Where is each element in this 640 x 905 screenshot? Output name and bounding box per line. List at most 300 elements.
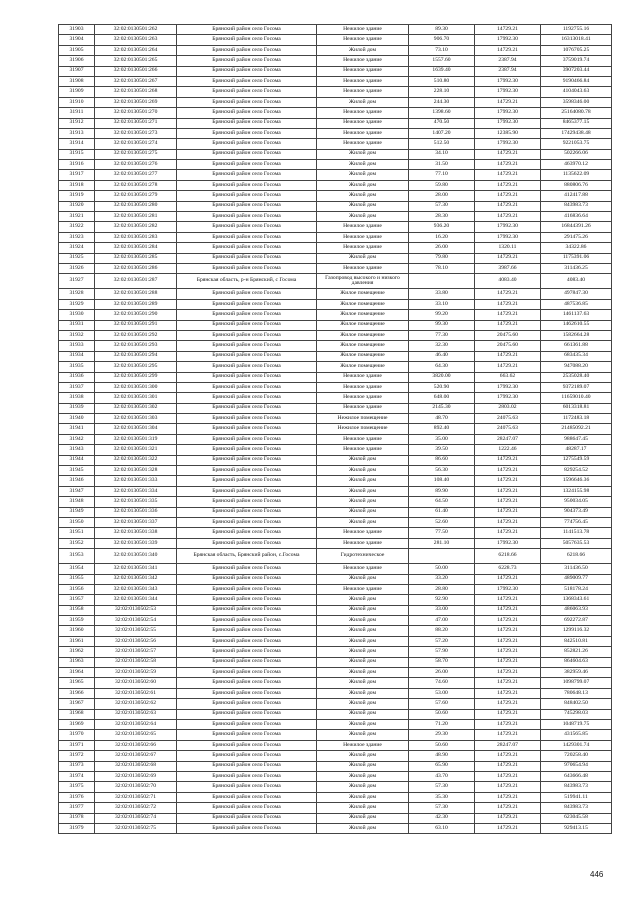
- unit-value-cell: 14729.21: [475, 476, 541, 486]
- table-row: [59, 782, 612, 792]
- area-cell: [409, 274, 475, 289]
- row-number-cell: 31953: [59, 549, 95, 564]
- object-type-cell: Жилой дом: [317, 751, 409, 761]
- unit-value-cell: 14729.21: [475, 455, 541, 465]
- area-cell: 244.30: [409, 97, 475, 107]
- cadastral-number-cell: 32:02:0130502:54: [95, 616, 177, 626]
- cadastral-value-cell: 1582664.28: [541, 330, 612, 340]
- row-number-cell: 31922: [59, 222, 95, 232]
- cadastral-value-cell: 864604.63: [541, 657, 612, 667]
- area-cell: 57.30: [409, 803, 475, 813]
- unit-value-cell: 14729.21: [475, 605, 541, 615]
- object-type-cell: Жилой дом: [317, 466, 409, 476]
- area-cell: 906.70: [409, 35, 475, 45]
- table-row: [59, 149, 612, 159]
- table-row: [59, 751, 612, 761]
- object-type-cell: Нежилое здание: [317, 393, 409, 403]
- cadastral-value-cell: 950034.05: [541, 497, 612, 507]
- cadastral-value-cell: 6013318.81: [541, 403, 612, 413]
- table-row: [59, 528, 612, 538]
- address-cell: Брянский район село Госома: [177, 605, 317, 615]
- table-row: [59, 668, 612, 678]
- cadastral-value-cell: 8465377.15: [541, 118, 612, 128]
- cadastral-value-cell: 843983.73: [541, 201, 612, 211]
- cadastral-number-cell: 32:02:0130501:342: [95, 574, 177, 584]
- cadastral-number-cell: 32:02:0130502:59: [95, 668, 177, 678]
- address-cell: Брянский район село Госома: [177, 232, 317, 242]
- row-number-cell: 31923: [59, 232, 95, 242]
- cadastral-number-cell: 32:02:0130501:319: [95, 434, 177, 444]
- unit-value-cell: 14729.21: [475, 761, 541, 771]
- cadastral-value-cell: 1135622.09: [541, 170, 612, 180]
- cadastral-value-cell: 829254.52: [541, 466, 612, 476]
- area-cell: 74.60: [409, 678, 475, 688]
- cadastral-value-cell: 486063.93: [541, 605, 612, 615]
- table-row: [59, 626, 612, 636]
- table-row: [59, 382, 612, 392]
- row-number-cell: 31965: [59, 678, 95, 688]
- object-type-cell: Жилой дом: [317, 792, 409, 802]
- object-type-cell: Жилой дом: [317, 507, 409, 517]
- object-type-cell: Жилой дом: [317, 699, 409, 709]
- row-number-cell: 31970: [59, 730, 95, 740]
- unit-value-cell: 14729.21: [475, 320, 541, 330]
- row-number-cell: 31919: [59, 191, 95, 201]
- object-type-cell: Нежилое здание: [317, 25, 409, 35]
- cadastral-number-cell: 32:02:0130502:72: [95, 803, 177, 813]
- object-type-cell: Жилой дом: [317, 761, 409, 771]
- cadastral-value-cell: 17429438.48: [541, 128, 612, 138]
- table-row: [59, 740, 612, 750]
- address-cell: Брянский район село Госома: [177, 372, 317, 382]
- area-cell: 35.30: [409, 792, 475, 802]
- area-cell: 57.60: [409, 699, 475, 709]
- area-cell: 33.20: [409, 574, 475, 584]
- address-cell: Брянский район село Госома: [177, 647, 317, 657]
- unit-value-cell: 14729.21: [475, 299, 541, 309]
- unit-value-cell: 28247.07: [475, 434, 541, 444]
- table-row: [59, 678, 612, 688]
- table-row: [59, 289, 612, 299]
- cadastral-number-cell: 32:02:0130501:299: [95, 372, 177, 382]
- cadastral-value-cell: 3907203.44: [541, 66, 612, 76]
- area-cell: 520.90: [409, 382, 475, 392]
- cadastral-value-cell: 947088.20: [541, 362, 612, 372]
- unit-value-cell: 14729.21: [475, 466, 541, 476]
- object-type-cell: Нежилое здание: [317, 434, 409, 444]
- area-cell: 53.00: [409, 688, 475, 698]
- address-cell: Брянский район село Госома: [177, 678, 317, 688]
- row-number-cell: 31960: [59, 626, 95, 636]
- row-number-cell: 31920: [59, 201, 95, 211]
- table-row: [59, 372, 612, 382]
- address-cell: Брянский район село Госома: [177, 108, 317, 118]
- object-type-cell: Жилой дом: [317, 160, 409, 170]
- address-cell: Брянский район село Госома: [177, 362, 317, 372]
- cadastral-value-cell: 3598346.00: [541, 97, 612, 107]
- cadastral-number-cell: 32:02:0130501:264: [95, 45, 177, 55]
- object-type-cell: Жилой дом: [317, 647, 409, 657]
- unit-value-cell: 14729.21: [475, 289, 541, 299]
- row-number-cell: 31974: [59, 771, 95, 781]
- table-row: [59, 455, 612, 465]
- object-type-cell: Жилой дом: [317, 45, 409, 55]
- cadastral-number-cell: 32:02:0130502:64: [95, 720, 177, 730]
- area-cell: 89.30: [409, 25, 475, 35]
- row-number-cell: 31937: [59, 382, 95, 392]
- area-cell: 34.10: [409, 149, 475, 159]
- object-type-cell: Нежилое здание: [317, 243, 409, 253]
- cadastral-value-cell: 843983.73: [541, 803, 612, 813]
- address-cell: Брянский район село Госома: [177, 289, 317, 299]
- address-cell: Брянский район село Госома: [177, 341, 317, 351]
- unit-value-cell: 14729.21: [475, 616, 541, 626]
- row-number-cell: 31972: [59, 751, 95, 761]
- table-row: [59, 263, 612, 273]
- table-row: [59, 351, 612, 361]
- area-cell: 108.40: [409, 476, 475, 486]
- area-cell: 281.10: [409, 538, 475, 548]
- cadastral-value-cell: 9190466.84: [541, 76, 612, 86]
- area-cell: 59.80: [409, 180, 475, 190]
- row-number-cell: 31935: [59, 362, 95, 372]
- cadastral-value-cell: 970654.94: [541, 761, 612, 771]
- cadastral-number-cell: 32:02:0130501:274: [95, 139, 177, 149]
- row-number-cell: 31931: [59, 320, 95, 330]
- row-number-cell: 31955: [59, 574, 95, 584]
- unit-value-cell: 14729.21: [475, 362, 541, 372]
- unit-value-cell: 14729.21: [475, 45, 541, 55]
- cadastral-value-cell: 1275549.59: [541, 455, 612, 465]
- cadastral-number-cell: 32:02:0130501:286: [95, 263, 177, 273]
- object-type-cell: Нежилое помещение: [317, 424, 409, 434]
- table-row: [59, 445, 612, 455]
- object-type-cell: Жилой дом: [317, 678, 409, 688]
- unit-value-cell: 17992.30: [475, 139, 541, 149]
- cadastral-value-cell: 1175391.06: [541, 253, 612, 263]
- cadastral-value-cell: 1324155.98: [541, 486, 612, 496]
- unit-value-cell: 14729.21: [475, 517, 541, 527]
- cadastral-value-cell: 6218.66: [541, 549, 612, 564]
- unit-value-cell: 14729.21: [475, 149, 541, 159]
- table-row: [59, 813, 612, 823]
- unit-value-cell: 20475.60: [475, 330, 541, 340]
- row-number-cell: 31964: [59, 668, 95, 678]
- unit-value-cell: 6228.73: [475, 564, 541, 574]
- area-cell: [409, 549, 475, 564]
- cadastral-number-cell: 32:02:0130501:278: [95, 180, 177, 190]
- address-cell: Брянский район село Госома: [177, 382, 317, 392]
- area-cell: 50.60: [409, 709, 475, 719]
- object-type-cell: Нежилое здание: [317, 232, 409, 242]
- row-number-cell: 31976: [59, 792, 95, 802]
- table-row: [59, 476, 612, 486]
- unit-value-cell: 17992.30: [475, 382, 541, 392]
- row-number-cell: 31934: [59, 351, 95, 361]
- address-cell: Брянская область, р-н Брянский, с Госома: [177, 274, 317, 289]
- address-cell: Брянский район село Госома: [177, 76, 317, 86]
- cadastral-number-cell: 32:02:0130501:295: [95, 362, 177, 372]
- address-cell: Брянский район село Госома: [177, 528, 317, 538]
- address-cell: Брянский район село Госома: [177, 538, 317, 548]
- table-row: [59, 688, 612, 698]
- cadastral-value-cell: 1076705.25: [541, 45, 612, 55]
- address-cell: Брянский район село Госома: [177, 434, 317, 444]
- table-row: [59, 201, 612, 211]
- address-cell: Брянский район село Госома: [177, 761, 317, 771]
- row-number-cell: 31915: [59, 149, 95, 159]
- unit-value-cell: 17992.30: [475, 87, 541, 97]
- cadastral-number-cell: 32:02:0130501:263: [95, 35, 177, 45]
- area-cell: 28.80: [409, 584, 475, 594]
- table-row: [59, 574, 612, 584]
- object-type-cell: Жилое помещение: [317, 362, 409, 372]
- object-type-cell: Нежилое здание: [317, 76, 409, 86]
- row-number-cell: 31908: [59, 76, 95, 86]
- table-row: [59, 792, 612, 802]
- cadastral-value-cell: 3759019.74: [541, 56, 612, 66]
- cadastral-number-cell: 32:02:0130501:300: [95, 382, 177, 392]
- unit-value-cell: 14729.21: [475, 212, 541, 222]
- address-cell: Брянский район село Госома: [177, 393, 317, 403]
- unit-value-cell: 14729.21: [475, 678, 541, 688]
- object-type-cell: Жилой дом: [317, 782, 409, 792]
- table-row: [59, 310, 612, 320]
- row-number-cell: 31969: [59, 720, 95, 730]
- cadastral-value-cell: 431565.85: [541, 730, 612, 740]
- cadastral-value-cell: 661361.88: [541, 341, 612, 351]
- table-row: [59, 341, 612, 351]
- cadastral-value-cell: 643666.48: [541, 771, 612, 781]
- unit-value-cell: 14729.21: [475, 528, 541, 538]
- unit-value-cell: 14729.21: [475, 507, 541, 517]
- table-row: [59, 709, 612, 719]
- cadastral-number-cell: 32:02:0130502:68: [95, 761, 177, 771]
- area-cell: 26.00: [409, 668, 475, 678]
- cadastral-value-cell: 382959.46: [541, 668, 612, 678]
- object-type-cell: Жилой дом: [317, 813, 409, 823]
- address-cell: Брянский район село Госома: [177, 445, 317, 455]
- table-row: [59, 803, 612, 813]
- cadastral-number-cell: 32:02:0130501:322: [95, 455, 177, 465]
- cadastral-number-cell: 32:02:0130502:67: [95, 751, 177, 761]
- table-row: [59, 699, 612, 709]
- cadastral-value-cell: 2535028.40: [541, 372, 612, 382]
- cadastral-value-cell: 9372189.07: [541, 382, 612, 392]
- cadastral-value-cell: 518178.24: [541, 584, 612, 594]
- area-cell: 648.00: [409, 393, 475, 403]
- table-row: [59, 128, 612, 138]
- cadastral-value-cell: 34322.86: [541, 243, 612, 253]
- cadastral-number-cell: 32:02:0130502:63: [95, 709, 177, 719]
- object-type-cell: Жилой дом: [317, 212, 409, 222]
- cadastral-number-cell: 32:02:0130502:69: [95, 771, 177, 781]
- cadastral-value-cell: 11659010.40: [541, 393, 612, 403]
- object-type-cell: Жилое помещение: [317, 320, 409, 330]
- cadastral-value-cell: 412417.88: [541, 191, 612, 201]
- cadastral-number-cell: 32:02:0130501:293: [95, 341, 177, 351]
- row-number-cell: 31978: [59, 813, 95, 823]
- row-number-cell: 31959: [59, 616, 95, 626]
- cadastral-value-cell: 4104043.63: [541, 87, 612, 97]
- row-number-cell: 31926: [59, 263, 95, 273]
- object-type-cell: Жилое помещение: [317, 299, 409, 309]
- address-cell: Брянский район село Госома: [177, 771, 317, 781]
- cadastral-value-cell: 852821.26: [541, 647, 612, 657]
- area-cell: 99.30: [409, 320, 475, 330]
- unit-value-cell: 17992.30: [475, 118, 541, 128]
- unit-value-cell: 14729.21: [475, 497, 541, 507]
- object-type-cell: Жилой дом: [317, 730, 409, 740]
- cadastral-value-cell: 1429301.74: [541, 740, 612, 750]
- area-cell: 89.90: [409, 486, 475, 496]
- cadastral-value-cell: 489009.77: [541, 574, 612, 584]
- cadastral-number-cell: 32:02:0130501:265: [95, 56, 177, 66]
- object-type-cell: Жилое помещение: [317, 341, 409, 351]
- row-number-cell: 31936: [59, 372, 95, 382]
- unit-value-cell: 17992.30: [475, 538, 541, 548]
- table-row: [59, 139, 612, 149]
- row-number-cell: 31904: [59, 35, 95, 45]
- address-cell: Брянский район село Госома: [177, 668, 317, 678]
- area-cell: 64.50: [409, 497, 475, 507]
- cadastral-number-cell: 32:02:0130501:290: [95, 310, 177, 320]
- cadastral-value-cell: 683435.34: [541, 351, 612, 361]
- cadastral-number-cell: 32:02:0130502:56: [95, 636, 177, 646]
- table-row: [59, 647, 612, 657]
- unit-value-cell: 14729.21: [475, 170, 541, 180]
- address-cell: Брянский район село Госома: [177, 118, 317, 128]
- cadastral-number-cell: 32:02:0130501:266: [95, 66, 177, 76]
- row-number-cell: 31918: [59, 180, 95, 190]
- table-row: [59, 636, 612, 646]
- address-cell: Брянский район село Госома: [177, 720, 317, 730]
- area-cell: 1639.40: [409, 66, 475, 76]
- cadastral-value-cell: 1299116.32: [541, 626, 612, 636]
- address-cell: Брянский район село Госома: [177, 351, 317, 361]
- unit-value-cell: 20475.60: [475, 341, 541, 351]
- cadastral-value-cell: 21485092.21: [541, 424, 612, 434]
- address-cell: Брянский район село Госома: [177, 455, 317, 465]
- address-cell: Брянский район село Госома: [177, 466, 317, 476]
- row-number-cell: 31938: [59, 393, 95, 403]
- unit-value-cell: 14729.21: [475, 160, 541, 170]
- row-number-cell: 31958: [59, 605, 95, 615]
- address-cell: Брянский район село Госома: [177, 25, 317, 35]
- table-row: [59, 66, 612, 76]
- cadastral-value-cell: 1461137.63: [541, 310, 612, 320]
- cadastral-number-cell: 32:02:0130501:276: [95, 160, 177, 170]
- area-cell: 29.30: [409, 730, 475, 740]
- row-number-cell: 31954: [59, 564, 95, 574]
- cadastral-number-cell: 32:02:0130501:281: [95, 212, 177, 222]
- address-cell: Брянский район село Госома: [177, 803, 317, 813]
- unit-value-cell: 14729.21: [475, 310, 541, 320]
- area-cell: 28.30: [409, 212, 475, 222]
- area-cell: 57.30: [409, 782, 475, 792]
- area-cell: 892.40: [409, 424, 475, 434]
- area-cell: 52.60: [409, 517, 475, 527]
- row-number-cell: 31943: [59, 445, 95, 455]
- cadastral-value-cell: 1462610.55: [541, 320, 612, 330]
- area-cell: 46.40: [409, 351, 475, 361]
- table-row: [59, 299, 612, 309]
- object-type-cell: Нежилое здание: [317, 87, 409, 97]
- unit-value-cell: 17992.30: [475, 108, 541, 118]
- row-number-cell: 31909: [59, 87, 95, 97]
- address-cell: Брянский район село Госома: [177, 688, 317, 698]
- address-cell: Брянский район село Госома: [177, 128, 317, 138]
- row-number-cell: 31962: [59, 647, 95, 657]
- object-type-cell: Нежилое здание: [317, 222, 409, 232]
- address-cell: Брянский район село Госома: [177, 740, 317, 750]
- object-type-cell: Жилой дом: [317, 476, 409, 486]
- area-cell: 73.10: [409, 45, 475, 55]
- cadastral-number-cell: 32:02:0130501:289: [95, 299, 177, 309]
- table-row: [59, 497, 612, 507]
- row-number-cell: 31961: [59, 636, 95, 646]
- cadastral-number-cell: 32:02:0130502:75: [95, 823, 177, 833]
- row-number-cell: 31912: [59, 118, 95, 128]
- cadastral-value-cell: 25164080.78: [541, 108, 612, 118]
- row-number-cell: 31957: [59, 595, 95, 605]
- area-cell: 1407.20: [409, 128, 475, 138]
- unit-value-cell: 1222.46: [475, 445, 541, 455]
- area-cell: 31.50: [409, 160, 475, 170]
- address-cell: Брянский район село Госома: [177, 212, 317, 222]
- table-row: [59, 243, 612, 253]
- unit-value-cell: 14729.21: [475, 668, 541, 678]
- cadastral-value-cell: 1141513.78: [541, 528, 612, 538]
- address-cell: Брянский район село Госома: [177, 66, 317, 76]
- row-number-cell: 31949: [59, 507, 95, 517]
- unit-value-cell: 28247.07: [475, 740, 541, 750]
- unit-value-cell: 14729.21: [475, 180, 541, 190]
- table-row: [59, 362, 612, 372]
- row-number-cell: 31925: [59, 253, 95, 263]
- address-cell: Брянский район село Госома: [177, 299, 317, 309]
- row-number-cell: 31941: [59, 424, 95, 434]
- cadastral-value-cell: 1098799.07: [541, 678, 612, 688]
- table-row: [59, 657, 612, 667]
- table-row: [59, 549, 612, 564]
- object-type-cell: Нежилое здание: [317, 584, 409, 594]
- cadastral-value-cell: 497847.30: [541, 289, 612, 299]
- cadastral-number-cell: 32:02:0130501:339: [95, 538, 177, 548]
- unit-value-cell: 2803.02: [475, 403, 541, 413]
- area-cell: 3820.00: [409, 372, 475, 382]
- address-cell: Брянский район село Госома: [177, 709, 317, 719]
- unit-value-cell: 663.62: [475, 372, 541, 382]
- row-number-cell: 31967: [59, 699, 95, 709]
- object-type-cell: Нежилое здание: [317, 263, 409, 273]
- area-cell: 99.20: [409, 310, 475, 320]
- area-cell: 42.30: [409, 813, 475, 823]
- address-cell: Брянский район село Госома: [177, 201, 317, 211]
- address-cell: Брянский район село Госома: [177, 574, 317, 584]
- table-row: [59, 232, 612, 242]
- cadastral-number-cell: 32:02:0130501:279: [95, 191, 177, 201]
- unit-value-cell: 17992.30: [475, 222, 541, 232]
- area-cell: 1398.60: [409, 108, 475, 118]
- object-type-cell: Жилой дом: [317, 97, 409, 107]
- object-type-cell: Жилое помещение: [317, 289, 409, 299]
- unit-value-cell: 3987.66: [475, 263, 541, 273]
- table-row: [59, 330, 612, 340]
- unit-value-cell: 14729.21: [475, 25, 541, 35]
- unit-value-cell: 14729.21: [475, 574, 541, 584]
- object-type-cell: Гидротехническое: [317, 549, 409, 564]
